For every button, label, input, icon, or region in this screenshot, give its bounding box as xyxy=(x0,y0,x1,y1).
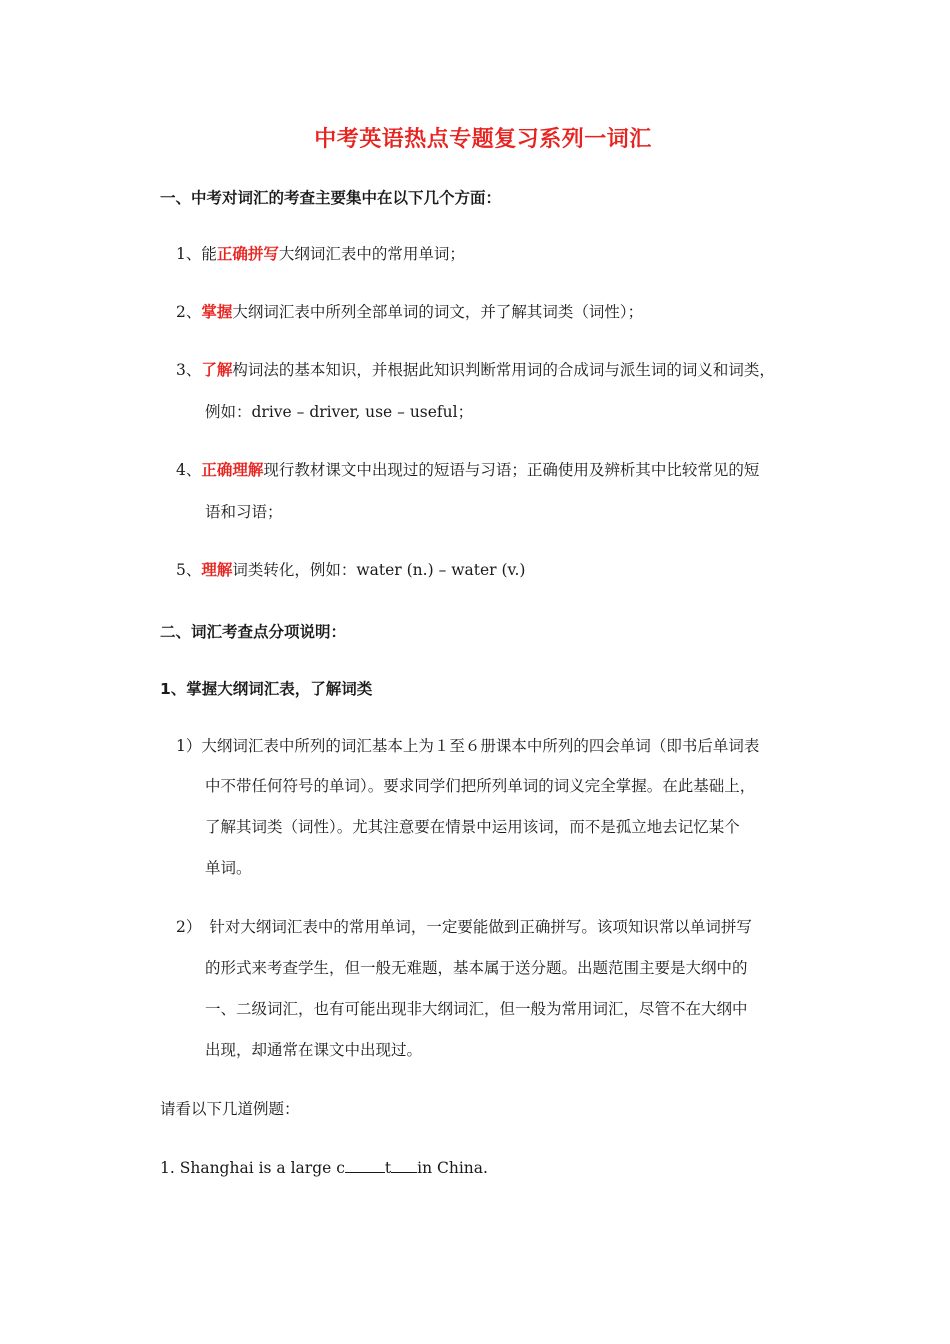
item-number: 2、 xyxy=(176,303,202,321)
item-continuation: 例如：drive – driver, use – useful； xyxy=(205,403,474,421)
item-continuation: 语和习语； xyxy=(205,503,283,521)
paragraph-number: 2） xyxy=(176,918,202,936)
paragraph-line: 单词。 xyxy=(205,859,252,877)
paragraph-number: 1） xyxy=(176,737,202,755)
question-text: in China. xyxy=(417,1159,488,1177)
section2-heading: 二、词汇考查点分项说明： xyxy=(160,623,347,641)
paragraph-line: 的形式来考查学生，但一般无难题，基本属于送分题。出题范围主要是大纲中的 xyxy=(205,959,748,977)
item-text: 大纲词汇表中所列全部单词的词文，并了解其词类（词性）； xyxy=(232,303,644,321)
document-title: 中考英语热点专题复习系列一词汇 xyxy=(314,127,652,152)
paragraph-line: 了解其词类（词性）。尤其注意要在情景中运用该词，而不是孤立地去记忆某个 xyxy=(205,818,740,836)
answer-blank[interactable] xyxy=(391,1157,417,1173)
example-question xyxy=(160,1157,488,1178)
question-number: 1. xyxy=(160,1159,175,1177)
paragraph-line: 中不带任何符号的单词）。要求同学们把所列单词的词义完全掌握。在此基础上， xyxy=(205,777,756,795)
item-highlight: 理解 xyxy=(201,561,233,579)
section2-subheading: 1、掌握大纲词汇表，了解词类 xyxy=(160,680,373,698)
section1-heading: 一、中考对词汇的考查主要集中在以下几个方面： xyxy=(160,189,502,207)
item-highlight: 掌握 xyxy=(201,303,233,321)
paragraph-text: 大纲词汇表中所列的词汇基本上为１至６册课本中所列的四会单词（即书后单词表 xyxy=(201,737,760,755)
list-item xyxy=(176,360,775,380)
paragraph-line xyxy=(176,917,752,937)
paragraph-line xyxy=(176,736,759,756)
item-number: 3、 xyxy=(176,361,202,379)
list-item xyxy=(176,244,465,264)
paragraph-text: 针对大纲词汇表中的常用单词，一定要能做到正确拼写。该项知识常以单词拼写 xyxy=(209,918,752,936)
example-prompt: 请看以下几道例题： xyxy=(160,1100,300,1118)
item-text: 大纲词汇表中的常用单词； xyxy=(278,245,465,263)
paragraph-line: 出现，却通常在课文中出现过。 xyxy=(205,1041,423,1059)
item-highlight: 正确理解 xyxy=(201,461,264,479)
answer-blank[interactable] xyxy=(345,1157,385,1173)
paragraph-line: 一、二级词汇，也有可能出现非大纲词汇，但一般为常用词汇，尽管不在大纲中 xyxy=(205,1000,748,1018)
list-item xyxy=(176,460,759,480)
question-text: Shanghai is a large c xyxy=(179,1159,345,1177)
list-item xyxy=(176,302,643,322)
item-text: 现行教材课文中出现过的短语与习语；正确使用及辨析其中比较常见的短 xyxy=(263,461,760,479)
item-number: 4、 xyxy=(176,461,202,479)
item-number: 1、 xyxy=(176,245,202,263)
item-highlight: 了解 xyxy=(201,361,233,379)
question-text: t xyxy=(384,1159,392,1177)
item-text: 词类转化，例如：water (n.) – water (v.) xyxy=(232,561,526,579)
list-item xyxy=(176,560,525,580)
item-highlight: 正确拼写 xyxy=(216,245,279,263)
item-pre: 能 xyxy=(201,245,217,263)
item-number: 5、 xyxy=(176,561,202,579)
item-text: 构词法的基本知识，并根据此知识判断常用词的合成词与派生词的词义和词类， xyxy=(232,361,775,379)
